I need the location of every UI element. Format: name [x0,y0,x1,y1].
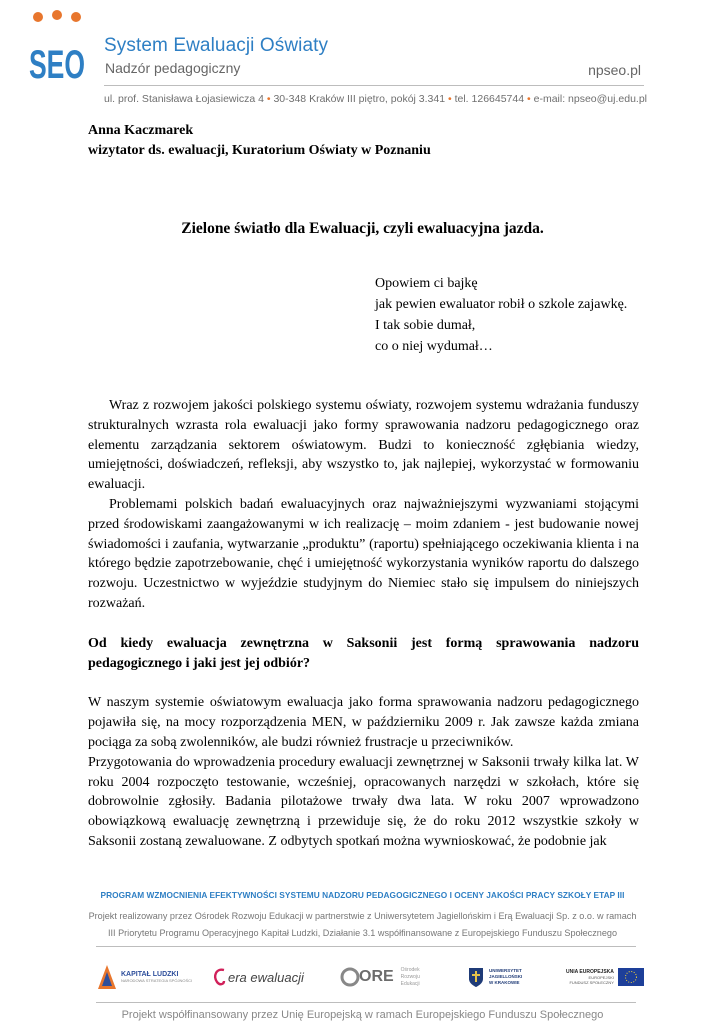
address-line [104,93,647,105]
eu-logo: UNIA EUROPEJSKA EUROPEJSKI FUNDUSZ SPOŁECZNY [566,960,644,994]
address-phone: tel. 126645744 [454,93,525,105]
paragraph: Przygotowania do wprowadzenia procedury ewaluacji zewnętrznej w Saksonii trwały kilka lat. W roku 2004 rozpoczęto testowanie, wcześniej, opracowanych narzędzi w szkołach, które się dobrowolnie zgłosiły. Badania pilotażowe trwały dwa lata. W roku 2007 wprowadzono obowiązkową ewaluację zewnętrzną i przewiduje się, że do roku 2012 wszystkie szkoły w Saksonii zostaną zewaluowane. Z odbytych spotkań można wywnioskować, że podobnie jak [88,754,639,849]
author-block [88,121,431,161]
document-title: Zielone światło dla Ewaluacji, czyli ewaluacyjna jazda. [181,220,544,237]
verse-line: I tak sobie dumał, [375,318,476,333]
uj-crest-icon [468,966,484,988]
website-link[interactable]: npseo.pl [588,62,641,78]
letterhead [0,0,725,112]
ore-circle-icon [340,967,360,987]
brand-title: System Ewaluacji Oświaty [104,35,329,56]
header-divider [104,85,644,86]
brand-subtitle: Nadzór pedagogiczny [105,60,241,76]
paragraph: Wraz z rozwojem jakości polskiego systemu oświaty, rozwojem systemu wdrażania funduszy strukturalnych wzrasta rola ewaluacji jako formy sprawowania nadzoru pedagogicznego oraz elementu zarządzania sektorem oświatowym. Budzi to konieczność zgłębiania wiedzy, umiejętności, doświadczeń, refleksji, aby wszystko to, jak najlepiej, wykorzystać w formowaniu ewaluacji. [88,398,639,493]
era-ewaluacji-logo: era ewaluacji [212,960,304,994]
footer-divider [96,946,636,947]
separator-dot: • [447,93,452,105]
footer-line-2: III Priorytetu Programu Operacyjnego Kapitał Ludzki, Działanie 3.1 współfinansowane z Europejskiego Funduszu Społecznego [107,928,618,938]
program-title: PROGRAM WZMOCNIENIA EFEKTYWNOŚCI SYSTEMU NADZORU PEDAGOGICZNEGO I OCENY JAKOŚCI PRACY SZKOŁY ETAP III [100,890,625,900]
verse-line: co o niej wydumał… [375,339,493,354]
footer-divider [96,1002,636,1003]
section-question: Od kiedy ewaluacja zewnętrzna w Saksonii jest formą sprawowania nadzoru pedagogicznego i jaki jest jej odbiór? [88,635,639,671]
kapital-ludzki-icon [97,964,117,990]
verse-line: Opowiem ci bajkę [375,276,478,291]
footer [0,890,725,1024]
footer-line-1: Projekt realizowany przez Ośrodek Rozwoju Edukacji w partnerstwie z Uniwersytetem Jagiellońskim i Erą Ewaluacji Sp. z o.o. w ramach [88,911,637,921]
logo-text: SEO [29,43,85,87]
paragraph: W naszym systemie oświatowym ewaluacja jako forma sprawowania nadzoru pedagogicznego pojawiła się, na mocy rozporządzenia MEN, w październiku 2009 r. Jak zawsze każda zmiana pociąga za sobą zwolenników, ale budzi również frustracje u przeciwników. [88,695,639,750]
address-city: 30-348 Kraków III piętro, pokój 3.341 [273,93,446,105]
uj-logo: UNIWERSYTET JAGIELLOŃSKI W KRAKOWIE [468,960,522,994]
verse-line: jak pewien ewaluator robił o szkole zajawkę. [375,297,628,312]
address-email[interactable]: e-mail: npseo@uj.edu.pl [533,93,647,105]
seo-logo [28,10,86,90]
ore-logo: ORE Ośrodek Rozwoju Edukacji [340,960,420,994]
author-name: Anna Kaczmarek [88,123,194,138]
separator-dot: • [266,93,271,105]
kapital-ludzki-logo: KAPITAŁ LUDZKI NARODOWA STRATEGIA SPÓJNOŚCI [97,960,192,994]
address-street: ul. prof. Stanisława Łojasiewicza 4 [104,93,264,105]
era-swirl-icon [212,966,226,988]
author-role: wizytator ds. ewaluacji, Kuratorium Oświaty w Poznaniu [88,143,431,158]
cofinanced-note: Projekt współfinansowany przez Unię Europejską w ramach Europejskiego Funduszu Społecznego [121,1009,604,1021]
document-body [88,396,639,852]
separator-dot: • [527,93,531,105]
paragraph: Problemami polskich badań ewaluacyjnych oraz najważniejszymi wyzwaniami stojącymi przed środowiskami zaangażowanymi w ich realizację – moim zdaniem - jest budowanie nowej świadomości i zaufania, wytwarzanie „produktu” (raportu) spełniającego oczekiwania klienta i na którego będzie zapotrzebowanie, chęć i umiejętność wykorzystania wyników raportu do dalszego rozwoju. Uczestnictwo w wyjeździe studyjnym do Niemiec stało się impulsem do niniejszych rozważań. [88,496,639,611]
verse-epigraph [375,273,627,357]
eu-flag-icon [618,968,644,986]
